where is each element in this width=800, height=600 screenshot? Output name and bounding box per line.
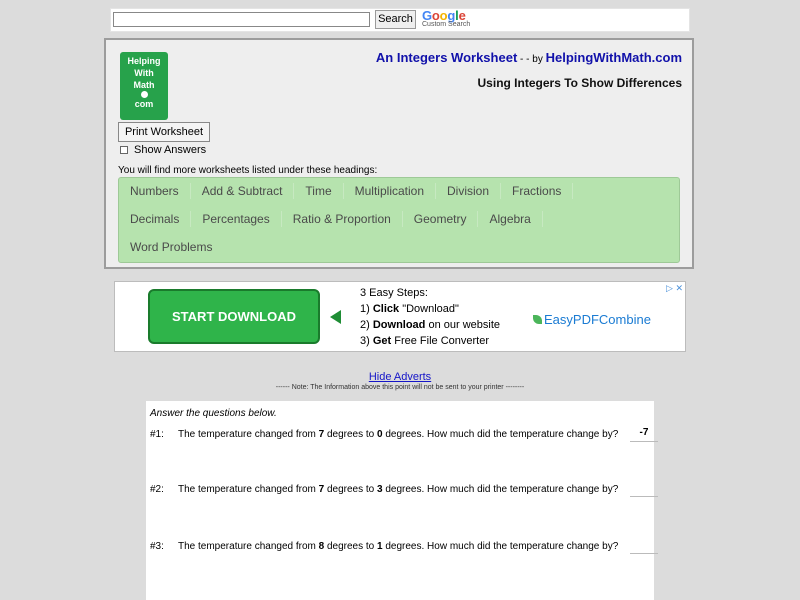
ad-logo: EasyPDFCombine <box>533 312 651 327</box>
hide-adverts-link[interactable]: Hide Adverts <box>368 371 432 383</box>
site-link[interactable]: HelpingWithMath.com <box>545 50 682 65</box>
question-number: #2: <box>150 484 164 495</box>
start-download-button[interactable]: START DOWNLOAD <box>148 289 320 344</box>
nav-item-multiplication[interactable]: Multiplication <box>344 183 436 199</box>
answer-field[interactable] <box>630 539 658 554</box>
answer-field[interactable]: -7 <box>630 427 658 442</box>
question-number: #1: <box>150 429 164 440</box>
ad-step: 2) Download on our website <box>360 319 501 331</box>
more-worksheets-text: You will find more worksheets listed under these headings: <box>118 165 378 176</box>
search-button[interactable]: Search <box>375 10 416 29</box>
answer-field[interactable] <box>630 482 658 497</box>
nav-item-fractions[interactable]: Fractions <box>501 183 573 199</box>
worksheet-instructions: Answer the questions below. <box>150 408 277 419</box>
ad-step: 3) Get Free File Converter <box>360 335 489 347</box>
advert-banner[interactable] <box>114 281 686 352</box>
nav-item-geometry[interactable]: Geometry <box>403 211 479 227</box>
question-text: The temperature changed from 7 degrees to 0 degrees. How much did the temperature change by? <box>178 429 619 440</box>
nav-item-ratio-proportion[interactable]: Ratio & Proportion <box>282 211 403 227</box>
page-title <box>376 50 682 65</box>
question-text: The temperature changed from 7 degrees to 3 degrees. How much did the temperature change by? <box>178 484 619 495</box>
nav-item-add-subtract[interactable]: Add & Subtract <box>191 183 295 199</box>
nav-row <box>119 211 543 227</box>
nav-item-time[interactable]: Time <box>294 183 343 199</box>
worksheet-subtitle: Using Integers To Show Differences <box>477 76 682 90</box>
search-bar <box>110 8 690 32</box>
logo-dot-icon <box>141 91 148 98</box>
nav-item-numbers[interactable]: Numbers <box>119 183 191 199</box>
nav-row <box>119 239 223 255</box>
site-logo[interactable] <box>120 52 168 120</box>
printer-note: ------ Note: The Information above this point will not be sent to your printer -------- <box>275 384 525 391</box>
nav-row <box>119 183 573 199</box>
logo-line: Math <box>133 80 155 90</box>
by-text: - - by <box>517 54 546 65</box>
nav-item-decimals[interactable]: Decimals <box>119 211 191 227</box>
google-logo: Google <box>422 8 466 23</box>
category-nav <box>118 177 680 263</box>
logo-line: com <box>134 99 154 109</box>
nav-item-word-problems[interactable]: Word Problems <box>130 240 213 254</box>
title-text[interactable]: An Integers Worksheet <box>375 50 518 65</box>
leaf-icon <box>533 315 542 324</box>
show-answers-checkbox[interactable] <box>120 146 128 154</box>
show-answers-label: Show Answers <box>134 144 207 156</box>
nav-item-percentages[interactable]: Percentages <box>191 211 281 227</box>
worksheet <box>146 401 654 600</box>
header-panel <box>104 38 694 269</box>
ad-steps <box>360 285 500 349</box>
custom-search-label: Custom Search <box>422 21 471 28</box>
nav-item-division[interactable]: Division <box>436 183 501 199</box>
search-input[interactable] <box>113 12 370 27</box>
print-worksheet-button[interactable]: Print Worksheet <box>118 122 210 142</box>
show-answers-toggle[interactable] <box>120 144 206 156</box>
ad-steps-title: 3 Easy Steps: <box>360 287 428 299</box>
arrow-left-icon <box>330 310 341 324</box>
ad-close-icon[interactable]: ▷ ✕ <box>666 283 683 293</box>
question-number: #3: <box>150 541 164 552</box>
logo-line: With <box>134 68 154 78</box>
nav-item-algebra[interactable]: Algebra <box>478 211 542 227</box>
question-text: The temperature changed from 8 degrees to 1 degrees. How much did the temperature change by? <box>178 541 619 552</box>
logo-line: Helping <box>127 56 161 66</box>
ad-step: 1) Click "Download" <box>360 303 459 315</box>
